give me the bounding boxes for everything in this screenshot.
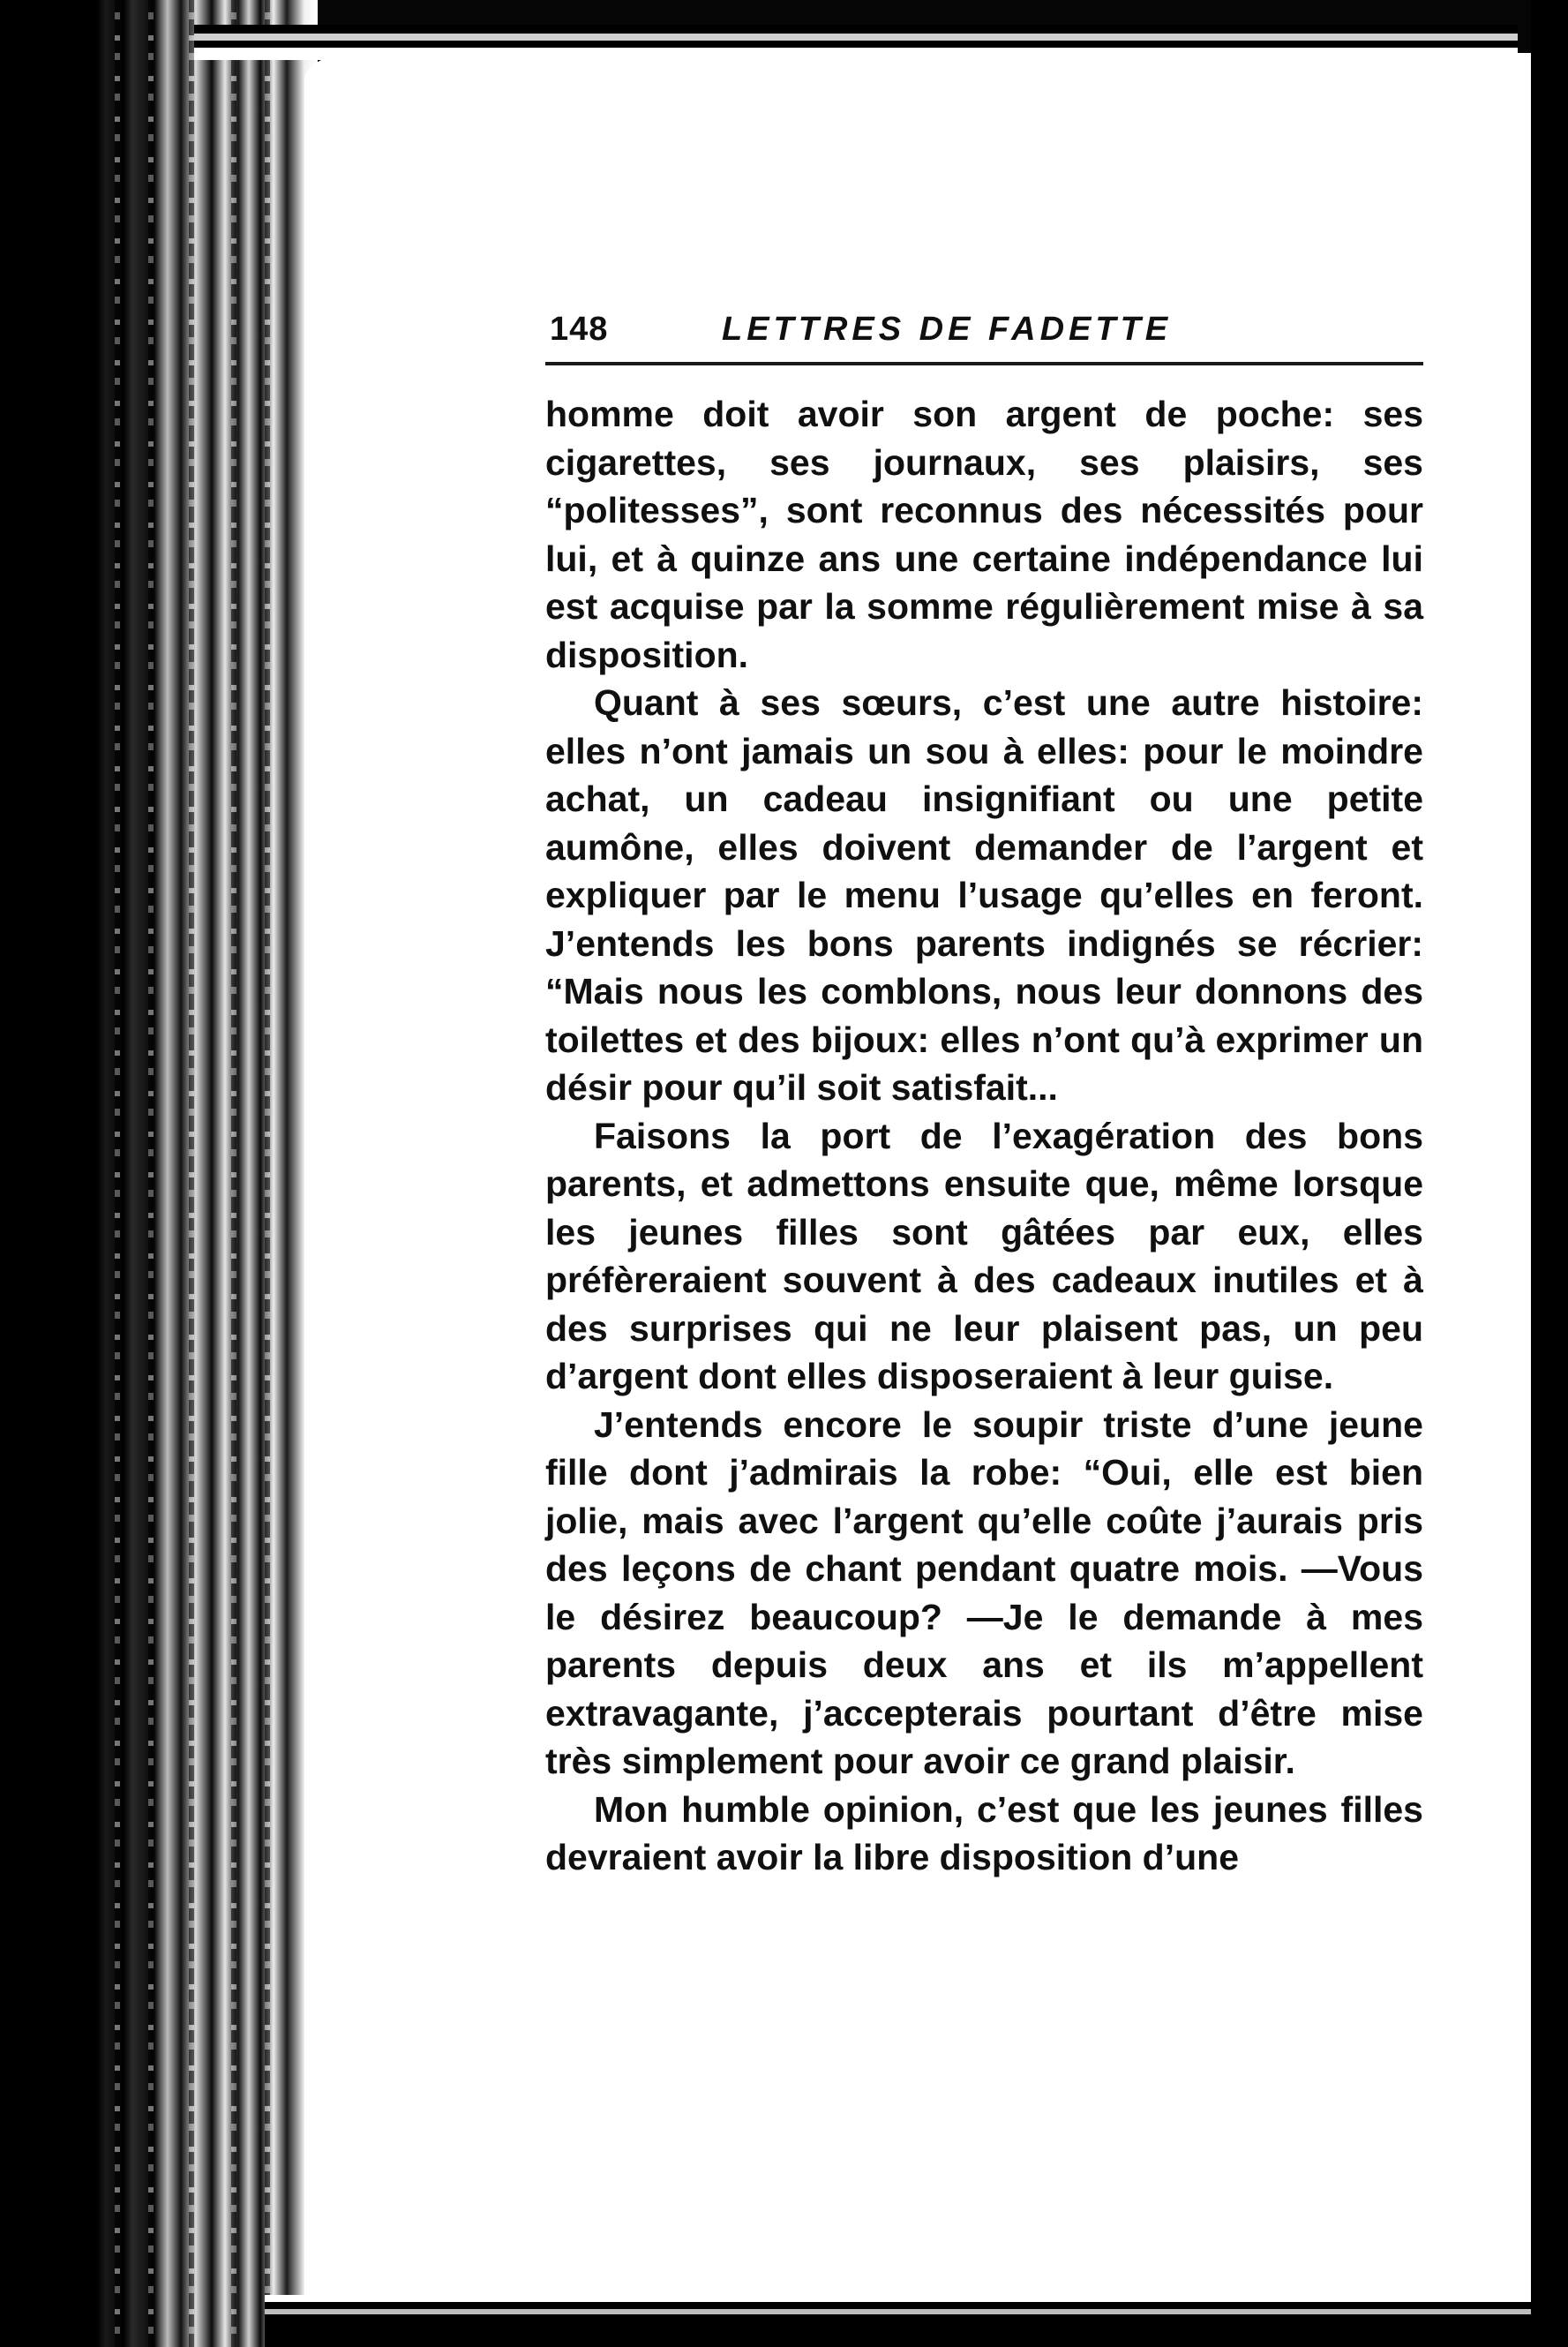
header-rule: [545, 362, 1423, 365]
page-edge-stripe: [148, 0, 154, 2347]
scan-right-border: [1531, 0, 1568, 2347]
book-binding-edge: [0, 0, 318, 2347]
book-bottom-edge: [265, 2295, 1535, 2347]
paragraph-1: homme doit avoir son argent de poche: ses cigarettes, ses journaux, ses plaisirs, ses “politesses”, sont reconnus des nécessités pour lui, et à quinze ans une certaine indépendance lui est acquise par la somme régulièrement mise à sa disposition.: [545, 394, 1423, 675]
running-title: LETTRES DE FADETTE: [722, 311, 1173, 348]
page-edge-stripe: [189, 0, 194, 2347]
page-number: 148: [550, 311, 609, 348]
page-edge-stripe: [265, 0, 270, 2347]
page-content: [545, 300, 1423, 1882]
running-head: [545, 300, 1423, 362]
paragraph-2: Quant à ses sœurs, c’est une autre histoire: elles n’ont jamais un sou à elles: pour le moindre achat, un cadeau insignifiant ou une petite aumône, elles doivent demander de l’argent et expliquer par le menu l’usage qu’elles en feront. J’entends les bons parents indignés se récrier: “Mais nous les comblons, nous leur donnons des toilettes et des bijoux: elles n’ont qu’à exprimer un désir pour qu’il soit satisfait...: [545, 682, 1423, 1108]
page-edge-stripe: [231, 0, 236, 2347]
paragraph-4: J’entends encore le soupir triste d’une jeune fille dont j’admirais la robe: “Oui, elle est bien jolie, mais avec l’argent qu’elle coûte j’aurais pris des leçons de chant pendant quatre mois. —Vous le désirez beaucoup? —Je le demande à mes parents depuis deux ans et ils m’appellent extravagante, j’accepterais pourtant d’être mise très simplement pour avoir ce grand plaisir.: [545, 1403, 1423, 1781]
paragraph-3: Faisons la port de l’exagération des bons parents, et admettons ensuite que, même lorsque les jeunes filles sont gâtées par eux, elles préfèreraient souvent à des cadeaux inutiles et à des surprises qui ne leur plaisent pas, un peu d’argent dont elles disposeraient à leur guise.: [545, 1115, 1423, 1396]
paragraph-5: Mon humble opinion, c’est que les jeunes filles devraient avoir la libre disposition d’une: [545, 1788, 1423, 1877]
page-edge-stripe: [115, 0, 120, 2347]
